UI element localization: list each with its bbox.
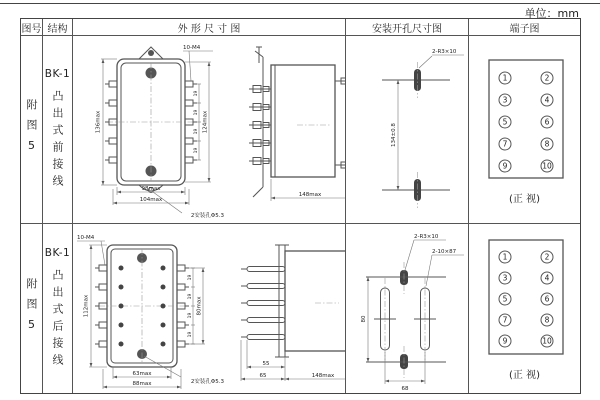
row2-outline-cell — [73, 224, 346, 393]
row1-terminal-drawing — [469, 54, 580, 186]
row2-side-blades — [241, 267, 285, 340]
header-install: 安装开孔尺寸图 — [346, 19, 469, 36]
dim-148max-r2: 148max — [311, 373, 335, 379]
dim-63max: 63max — [132, 371, 152, 377]
label-10-M4: 10-M4 — [183, 45, 201, 51]
dim-98max: 98max — [141, 186, 161, 192]
row2-terminal-cell — [469, 224, 580, 393]
dim-19b: 19 — [194, 109, 199, 116]
dim-19d: 19 — [194, 147, 199, 154]
row1-install-cell — [346, 36, 469, 224]
label-mount-holes-r1: 2安装孔Φ5.3 — [190, 213, 224, 219]
top-rule — [0, 3, 600, 4]
dim-19c: 19 — [194, 128, 199, 135]
header-structure: 结构 — [43, 19, 73, 36]
row2-fig-no-cell — [21, 224, 43, 393]
pin-6: 6 — [544, 294, 549, 304]
dim-124max: 124max — [202, 110, 209, 134]
dim-19h: 19 — [188, 331, 193, 338]
row1-install-drawing — [348, 38, 468, 223]
dim-19a: 19 — [194, 90, 199, 97]
row2-terminal-drawing — [469, 236, 580, 362]
pin-3: 3 — [502, 95, 507, 105]
row2-structure-cell — [43, 224, 73, 393]
pin-10: 10 — [541, 336, 552, 346]
label-big-slot-r2: 2-10×87 — [432, 249, 457, 255]
dim-88max: 88max — [132, 381, 152, 387]
pin-1: 1 — [502, 252, 507, 262]
label-mount-holes-r2: 2安装孔Φ5.3 — [190, 379, 224, 385]
pin-7: 7 — [502, 139, 507, 149]
header-fig-no: 图号 — [21, 19, 43, 36]
pin-8: 8 — [544, 139, 549, 149]
pin-4: 4 — [544, 95, 549, 105]
dim-148max-r1: 148max — [298, 192, 322, 198]
dim-136max: 136max — [95, 110, 102, 134]
pin-2: 2 — [544, 73, 549, 83]
label-slot-r2: 2-R3×10 — [414, 234, 439, 240]
row2-model: BK-1 — [44, 246, 71, 259]
row2-fig-no: 附图5 — [25, 277, 38, 340]
pin-5: 5 — [502, 294, 507, 304]
row1-structure: 凸出式前接线 — [51, 89, 64, 192]
dim-19e: 19 — [188, 274, 193, 281]
pin-6: 6 — [544, 117, 549, 127]
pin-2: 2 — [544, 252, 549, 262]
dim-104max: 104max — [139, 197, 163, 203]
pin-10: 10 — [541, 161, 552, 171]
pin-9: 9 — [502, 161, 507, 171]
pin-8: 8 — [544, 315, 549, 325]
dim-112max: 112max — [83, 294, 90, 318]
row1-structure-cell — [43, 36, 73, 224]
row1-outline-cell — [73, 36, 346, 224]
label-10-M4-r2: 10-M4 — [77, 235, 95, 241]
label-slot-r1: 2-R3×10 — [432, 49, 457, 55]
row1-outline-side-drawing — [239, 39, 346, 221]
spec-table — [20, 18, 581, 394]
pin-4: 4 — [544, 273, 549, 283]
row1-outline-front-drawing — [87, 39, 225, 221]
unit-label: 单位：mm — [524, 7, 579, 20]
row2-install-drawing — [348, 226, 468, 392]
dim-55: 55 — [262, 361, 270, 367]
row2-outline-front-drawing — [75, 227, 225, 389]
dim-19f: 19 — [188, 293, 193, 300]
header-outline: 外 形 尺 寸 图 — [73, 19, 346, 36]
dim-65: 65 — [259, 373, 267, 379]
row2-structure: 凸出式后接线 — [51, 268, 64, 371]
row1-side-terminals — [249, 86, 271, 165]
row2-outline-side-drawing — [231, 227, 346, 389]
row1-model: BK-1 — [44, 67, 71, 80]
pin-3: 3 — [502, 273, 507, 283]
dim-80: 80 — [361, 315, 367, 323]
dim-134: 134±0.8 — [391, 123, 397, 147]
dim-80max: 80max — [196, 296, 203, 316]
pin-9: 9 — [502, 336, 507, 346]
row1-fig-no: 附图5 — [25, 98, 38, 161]
header-terminal: 端子图 — [469, 19, 580, 36]
pin-5: 5 — [502, 117, 507, 127]
row1-terminal-caption: (正 视) — [509, 194, 540, 205]
pin-7: 7 — [502, 315, 507, 325]
row1-fig-no-cell — [21, 36, 43, 224]
row2-install-cell — [346, 224, 469, 393]
dim-68: 68 — [401, 386, 409, 392]
pin-1: 1 — [502, 73, 507, 83]
row2-terminal-caption: (正 视) — [509, 370, 540, 381]
dim-19g: 19 — [188, 312, 193, 319]
row1-terminal-cell — [469, 36, 580, 224]
